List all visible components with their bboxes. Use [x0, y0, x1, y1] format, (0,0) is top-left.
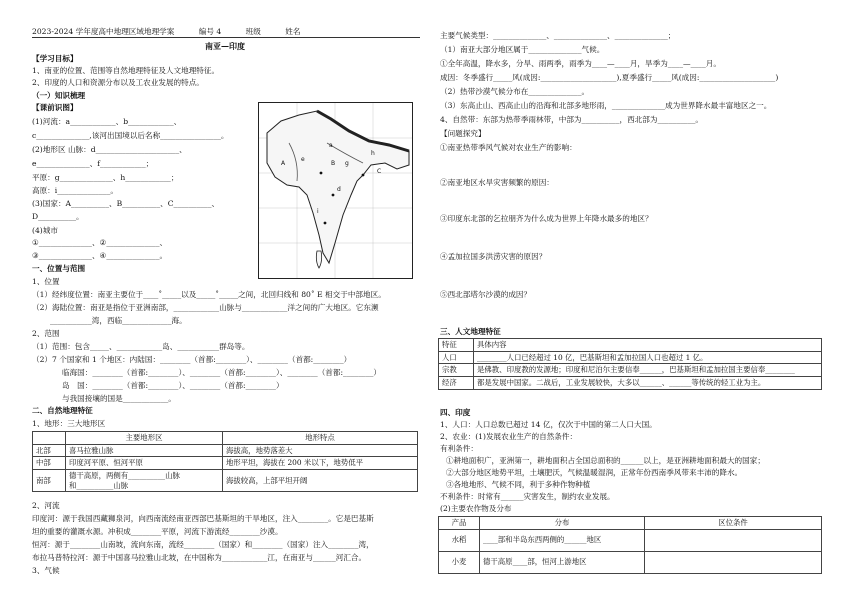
- goal-2: 2、印度的人口和资源分布以及工农业发展的特点。: [32, 78, 204, 87]
- section-3-heading: 三、人文地理特征: [440, 327, 501, 336]
- s1-line-5: 2、范围: [32, 329, 60, 338]
- climate-line-5: （2）热带沙漠气候分布在______________。: [440, 87, 590, 96]
- climate-line-4: 成因：冬季盛行_____风(成因:____________________),夏季盛行_____风(成因:____________________): [440, 73, 779, 82]
- s1-line-7: （2）7 个国家和 1 个地区：内陆国：________（首都:________）、________（首都:________）: [32, 355, 352, 364]
- table-row: [33, 469, 418, 491]
- river-line-1: 印度河：源于我国西藏狮泉河，向西南流经南亚西部巴基斯坦的干旱地区，注入________。它是巴基斯: [32, 514, 374, 523]
- s2-line-3: 3、气候: [32, 566, 60, 575]
- table-cell: [645, 551, 822, 573]
- table-cell: 海拔高，地势落差大: [223, 444, 418, 457]
- class-label: 班级: [245, 27, 261, 36]
- india-line-3: 有利条件：: [440, 444, 478, 453]
- table-cell: [33, 432, 66, 445]
- map-question-5: 平原：g______________、h____________；: [32, 173, 179, 182]
- table-cell: 德干高原____部，恒河上游地区: [480, 551, 645, 573]
- svg-text:g: g: [345, 160, 349, 167]
- table-cell: 宗教: [439, 364, 474, 377]
- inquiry-question-3: ③印度东北部的乞拉朋齐为什么成为世界上年降水最多的地区？: [440, 214, 653, 223]
- table-cell: 都是发展中国家。二战后，工业发展较快，大多以______、______等传统的轻工业为主。: [474, 376, 822, 389]
- table-cell: 分布: [480, 517, 645, 530]
- table-row: [439, 364, 822, 377]
- s1-line-10: 与我国接壤的国是____________。: [62, 394, 176, 403]
- table-row: [33, 432, 418, 445]
- climate-line-3: ①全年高温，降水多，分旱、雨两季，雨季为____—____月，旱季为____—____月。: [440, 59, 721, 68]
- table-cell: 德干高原，两侧有__________山脉 和__________山脉: [66, 469, 223, 491]
- goal-1: 1、南亚的位置、范围等自然地理特征及人文地理特征。: [32, 66, 220, 75]
- table-cell: 产品: [439, 517, 480, 530]
- s1-line-1: 1、位置: [32, 277, 60, 286]
- india-line-6: ③各地地形、气候不同，利于多种作物种植: [446, 480, 591, 489]
- table-cell: ________人口已经超过 10 亿，巴基斯坦和孟加拉国人口也超过 1 亿。: [474, 351, 822, 364]
- map-question-8: D__________。: [32, 212, 84, 221]
- svg-text:h: h: [371, 150, 375, 157]
- s1-line-4: ___________湾，西临_____________海。: [50, 316, 187, 325]
- map-question-1: (1)河流：a____________、b____________、: [32, 117, 182, 126]
- table-row: [439, 529, 822, 551]
- svg-text:a: a: [329, 142, 333, 149]
- table-row: [33, 444, 418, 457]
- india-line-7: 不利条件：时常有______灾害发生，制约农业发展。: [440, 492, 615, 501]
- svg-text:C: C: [377, 168, 382, 175]
- s1-line-6: （1）范围：包含_____、____________岛、___________群岛等。: [32, 342, 250, 351]
- section-2-heading: 二、自然地理特征: [32, 406, 93, 415]
- table-row: [439, 376, 822, 389]
- inquiry-question-2: ②南亚地区水旱灾害频繁的原因：: [440, 178, 554, 187]
- india-line-1: 1、人口：人口总数已超过 14 亿，仅次于中国的第二人口大国。: [440, 420, 657, 429]
- table-cell: 地形特点: [223, 432, 418, 445]
- map-question-4: e______________、f____________；: [32, 159, 154, 168]
- india-line-8: (2)主要农作物及分布: [440, 504, 512, 513]
- table-cell: 特征: [439, 339, 474, 352]
- table-cell: 区位条件: [645, 517, 822, 530]
- table-cell: 北部: [33, 444, 66, 457]
- svg-text:e: e: [301, 156, 305, 163]
- map-question-9: (4)城市: [32, 226, 58, 235]
- climate-line-6: （3）东高止山、西高止山的沿海和北部多地形雨，______________成为世界降水最丰富地区之一。: [440, 101, 772, 110]
- inquiry-heading: 【问题探究】: [440, 129, 486, 138]
- table-row: [33, 457, 418, 470]
- inquiry-question-4: ④孟加拉国多洪涝灾害的原因？: [440, 252, 547, 261]
- map-question-3: (2)地形区 山脉：d______________________、: [32, 145, 187, 154]
- page-title: 南亚—印度: [205, 41, 245, 51]
- s1-line-3: （2）海陆位置：南亚是指位于亚洲南部，____________山脉与____________洋之间的广大地区。它东濒: [32, 303, 379, 312]
- doc-number: 编号 4: [198, 27, 222, 36]
- table-cell: 海拔较高，上部平坦开阔: [223, 469, 418, 491]
- table-cell: ____部和半岛东西两侧的______地区: [480, 529, 645, 551]
- terrain-table: [32, 431, 418, 492]
- inquiry-question-5: ⑤西北部塔尔沙漠的成因？: [440, 290, 532, 299]
- table-cell: 水稻: [439, 529, 480, 551]
- svg-text:i: i: [317, 208, 319, 215]
- worksheet-header: [32, 27, 420, 38]
- river-line-3: 恒河：源于________山南坡，流向东南，流经________（国家）和________（国家）注入________湾，: [32, 540, 374, 549]
- table-cell: 具体内容: [474, 339, 822, 352]
- map-question-11: ③______________、④______________。: [32, 251, 168, 260]
- table-cell: 是佛教、印度教的发源地；印度和尼泊尔主要信奉______，巴基斯坦和孟加拉国主要信奉________: [474, 364, 822, 377]
- s1-line-9: 岛 国：________（首都:________）、________（首都:________）: [62, 381, 284, 390]
- table-row: [439, 551, 822, 573]
- s2-line-2: 2、河流: [32, 501, 60, 510]
- human-geography-table: [438, 338, 822, 390]
- s1-line-8: 临海国：________（首都:________）、________（首都:________）、________（首都:________）: [62, 368, 382, 377]
- svg-text:d: d: [337, 186, 341, 193]
- table-cell: 人口: [439, 351, 474, 364]
- india-line-4: ①耕地面积广，亚洲第一，耕地面积占全国总面积的______以上，是亚洲耕地面积最大的国家；: [446, 456, 765, 465]
- table-cell: 地形平坦，海拔在 200 米以下，地势低平: [223, 457, 418, 470]
- map-question-10: ①______________、②______________、: [32, 238, 168, 247]
- course-title: 2023-2024 学年度高中地理区域地理学案: [32, 27, 175, 36]
- india-line-2: 2、农业：(1)发展农业生产的自然条件：: [440, 432, 578, 441]
- table-cell: 南部: [33, 469, 66, 491]
- river-line-4: 布拉马普特拉河：源于中国喜马拉雅山北坡，在中国称为____________江，在南亚与______河汇合。: [32, 553, 367, 562]
- climate-line-1: 主要气候类型：______________、______________、______________；: [440, 31, 676, 40]
- crops-table: [438, 516, 822, 574]
- map-question-2: c______________,该河出国境以后名称________________。: [32, 131, 229, 140]
- section-4-heading: 四、印度: [440, 408, 471, 417]
- table-row: [439, 339, 822, 352]
- table-cell: 经济: [439, 376, 474, 389]
- table-cell: 主要地形区: [66, 432, 223, 445]
- table-cell: [645, 529, 822, 551]
- s2-line-1: 1、地形：三大地形区: [32, 419, 106, 428]
- table-row: [439, 351, 822, 364]
- table-row: [439, 517, 822, 530]
- svg-text:A: A: [281, 160, 286, 167]
- section-1-heading: 一、位置与范围: [32, 264, 86, 273]
- goals-heading: 【学习目标】: [32, 54, 78, 63]
- table-cell: 小麦: [439, 551, 480, 573]
- table-cell: 印度河平原、恒河平原: [66, 457, 223, 470]
- svg-text:B: B: [331, 160, 336, 167]
- knowledge-heading: （一）知识梳理: [32, 91, 86, 100]
- climate-line-7: 4、自然带：东部为热带季雨林带，中部为__________，西北部为__________。: [440, 115, 704, 124]
- map-heading: 【课前识图】: [32, 103, 78, 112]
- climate-line-2: （1）南亚大部分地区属于______________气候。: [440, 45, 605, 54]
- table-cell: 喜马拉雅山脉: [66, 444, 223, 457]
- s1-line-2: （1）经纬度位置：南亚主要位于____˚_____以及_____˚_____之间，北回归线和 80˚ E 相交于中部地区。: [32, 290, 386, 299]
- river-line-2: 坦的重要的灌溉水源。冲积成________平原，河流下游流经________沙漠。: [32, 527, 283, 536]
- inquiry-question-1: ①南亚热带季风气候对农业生产的影响：: [440, 143, 577, 152]
- south-asia-map: [258, 102, 413, 279]
- name-label: 姓名: [285, 27, 301, 36]
- map-question-7: (3)国家：A__________、B__________、C__________、: [32, 199, 220, 208]
- table-cell: 中部: [33, 457, 66, 470]
- india-line-5: ②大部分地区地势平坦，土壤肥沃，气候温暖湿润，正常年份西南季风带来丰沛的降水。: [446, 468, 743, 477]
- map-question-6: 高原：i______________。: [32, 186, 118, 195]
